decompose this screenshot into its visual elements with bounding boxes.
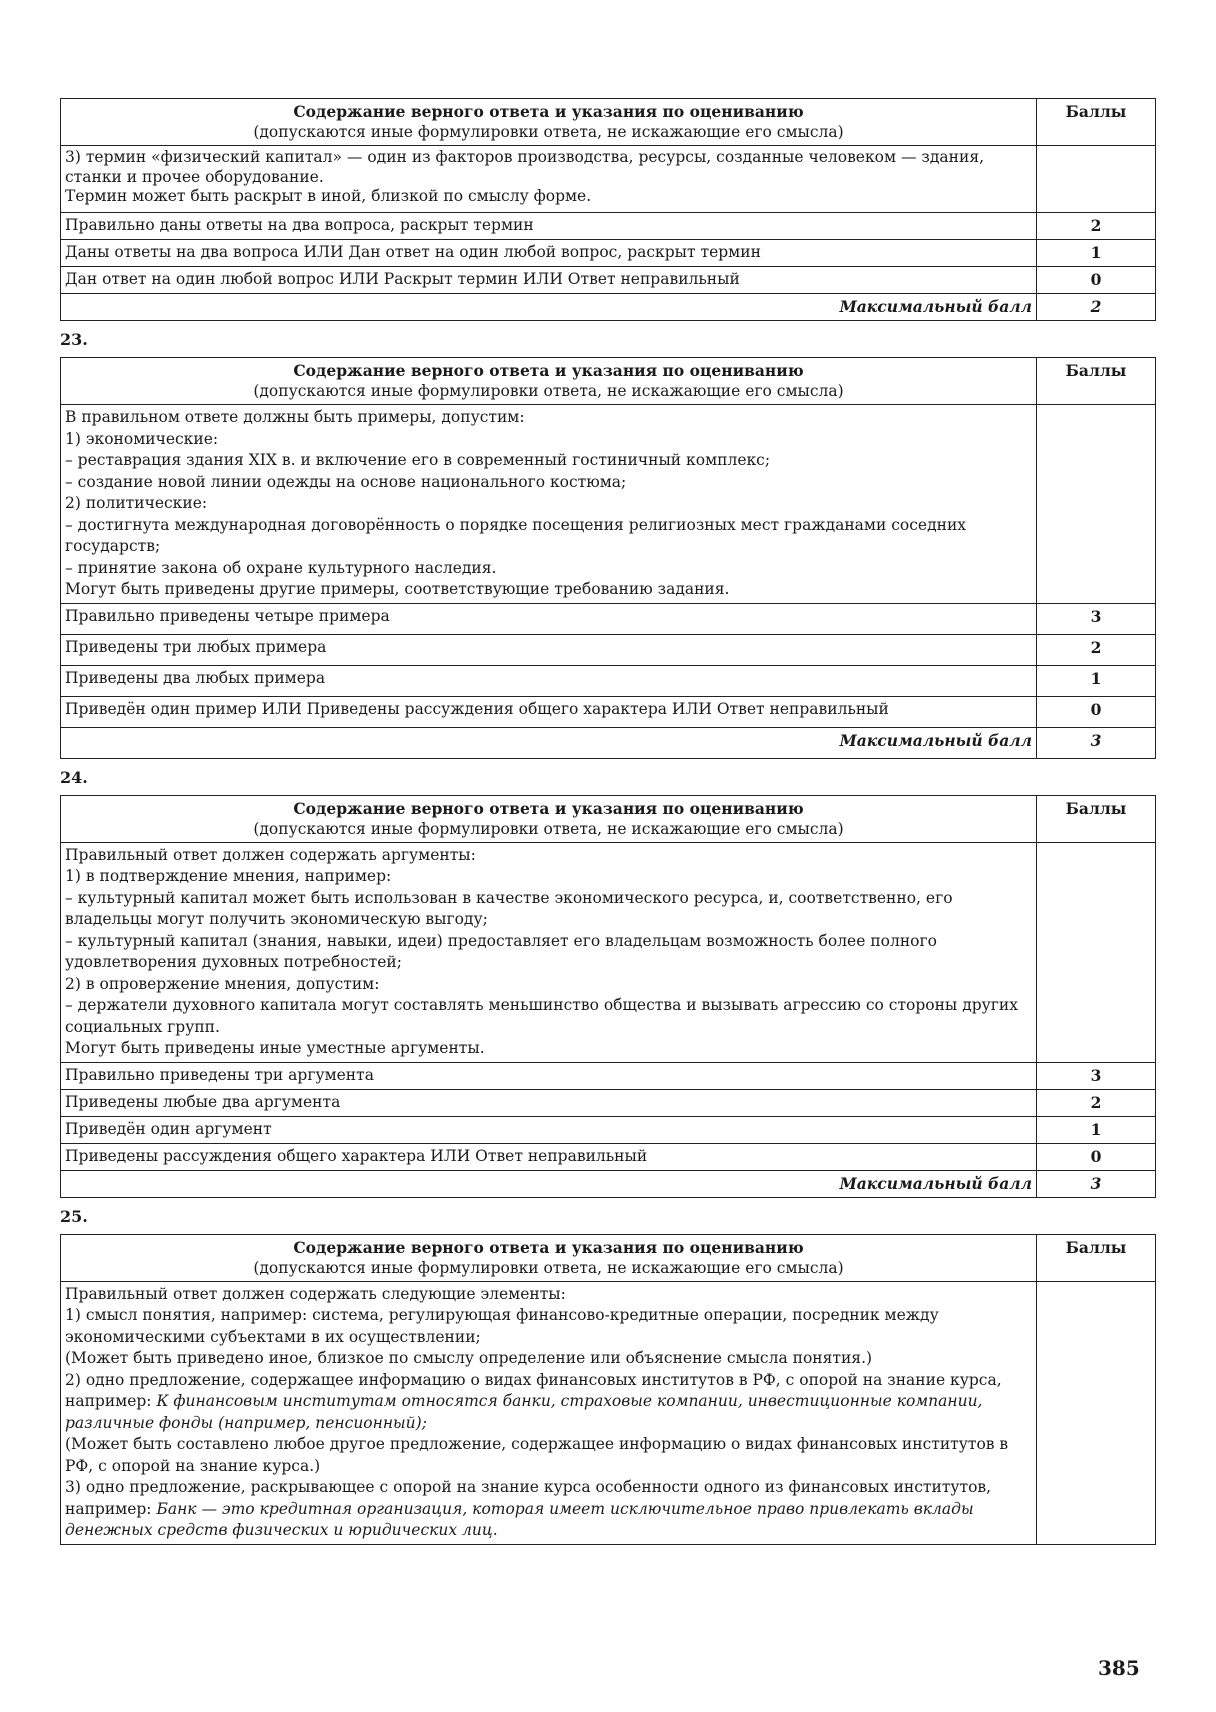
question-number: 24. — [60, 767, 88, 787]
criterion-text: Правильно приведены три аргумента — [61, 1062, 1037, 1089]
answer-line: Могут быть приведены другие примеры, соответствующие требованию задания. — [65, 580, 730, 598]
answer-line: – культурный капитал (знания, навыки, идеи) предоставляет его владельцам возможность более полного удовлетворения духовных потребностей; — [65, 931, 937, 971]
answer-line: – достигнута международная договорённость о порядке посещения религиозных мест гражданами соседних государств; — [65, 515, 967, 555]
answer-line: Термин может быть раскрыт в иной, близкой по смыслу форме. — [65, 187, 592, 205]
max-score-value: 2 — [1037, 294, 1156, 321]
q23-table — [60, 357, 1156, 759]
answer-line: – культурный капитал может быть использован в качестве экономического ресурса, и, соответственно, его владельцы могут получить экономическую выгоду; — [65, 888, 953, 928]
table-header — [61, 99, 1037, 146]
answer-line: 1) в подтверждение мнения, например: — [65, 867, 392, 885]
header-title: Содержание верного ответа и указания по оцениванию — [293, 798, 804, 818]
q24-table — [60, 795, 1156, 1198]
criterion-text: Приведён один пример ИЛИ Приведены рассуждения общего характера ИЛИ Ответ неправильный — [61, 696, 1037, 727]
criterion-score: 3 — [1037, 603, 1156, 634]
criterion-score: 2 — [1037, 213, 1156, 240]
header-subtitle: (допускаются иные формулировки ответа, не искажающие его смысла) — [253, 819, 844, 838]
criterion-text: Приведены три любых примера — [61, 634, 1037, 665]
criterion-score: 1 — [1037, 240, 1156, 267]
criterion-text: Правильно приведены четыре примера — [61, 603, 1037, 634]
question-number: 23. — [60, 330, 88, 349]
example-text: Банк — это кредитная организация, которая имеет исключительное право привлекать вклады денежных средств физических и юридических лиц. — [65, 1499, 974, 1539]
page-number: 385 — [1098, 1656, 1140, 1680]
criterion-score: 2 — [1037, 1089, 1156, 1116]
criterion-score: 1 — [1037, 665, 1156, 696]
criterion-text: Приведены рассуждения общего характера ИЛИ Ответ неправильный — [61, 1143, 1037, 1170]
q25-table — [60, 1234, 1156, 1545]
answer-line: (Может быть составлено любое другое предложение, содержащее информацию о видах финансовых институтов в РФ, с опорой на знание курса.) — [65, 1435, 1009, 1475]
max-score-label: Максимальный балл — [61, 727, 1037, 758]
answer-cell — [61, 146, 1037, 213]
answer-cell — [61, 842, 1037, 1062]
points-header: Баллы — [1037, 795, 1156, 842]
criterion-score: 0 — [1037, 696, 1156, 727]
answer-cell — [61, 1281, 1037, 1544]
criterion-text: Дан ответ на один любой вопрос ИЛИ Раскрыт термин ИЛИ Ответ неправильный — [61, 267, 1037, 294]
points-header: Баллы — [1037, 358, 1156, 405]
answer-line: 3) термин «физический капитал» — один из факторов производства, ресурсы, созданные человеком — здания, станки и прочее оборудование. — [65, 148, 985, 186]
answer-line: 3) одно предложение, раскрывающее с опорой на знание курса особенности одного из финансовых институтов, например: Банк — это кредитная организация, которая имеет исключительное право привлекать вклады денежных средств физических и юридических лиц. — [65, 1478, 992, 1539]
answer-cell — [61, 405, 1037, 604]
page-content — [60, 98, 1156, 1545]
answer-line: 1) смысл понятия, например: система, регулирующая финансово-кредитные операции, посредник между экономическими субъектами в их осуществлении; — [65, 1306, 939, 1346]
criterion-score: 0 — [1037, 1143, 1156, 1170]
answer-line: – создание новой линии одежды на основе национального костюма; — [65, 472, 627, 491]
answer-line: 1) экономические: — [65, 429, 219, 448]
points-header: Баллы — [1037, 99, 1156, 146]
criterion-text: Приведён один аргумент — [61, 1116, 1037, 1143]
criterion-score: 0 — [1037, 267, 1156, 294]
answer-line: В правильном ответе должны быть примеры, допустим: — [65, 408, 525, 426]
criterion-text: Правильно даны ответы на два вопроса, раскрыт термин — [61, 213, 1037, 240]
answer-line: – держатели духовного капитала могут составлять меньшинство общества и вызывать агрессию со стороны других социальных групп. — [65, 996, 1018, 1036]
criterion-score: 2 — [1037, 634, 1156, 665]
header-subtitle: (допускаются иные формулировки ответа, не искажающие его смысла) — [253, 123, 844, 141]
points-header: Баллы — [1037, 1234, 1156, 1281]
header-subtitle: (допускаются иные формулировки ответа, не искажающие его смысла) — [253, 1258, 844, 1277]
example-text: К финансовым институтам относятся банки, страховые компании, инвестиционные компании, различные фонды (например, пенсионный); — [65, 1392, 983, 1432]
header-title: Содержание верного ответа и указания по оцениванию — [293, 361, 804, 380]
answer-line: – принятие закона об охране культурного наследия. — [65, 558, 497, 577]
q22-table — [60, 98, 1156, 321]
criterion-text: Даны ответы на два вопроса ИЛИ Дан ответ на один любой вопрос, раскрыт термин — [61, 240, 1037, 267]
table-header — [61, 358, 1037, 405]
max-score-label: Максимальный балл — [61, 294, 1037, 321]
criterion-score: 3 — [1037, 1062, 1156, 1089]
criterion-score: 1 — [1037, 1116, 1156, 1143]
answer-line: 2) политические: — [65, 494, 208, 512]
header-title: Содержание верного ответа и указания по оцениванию — [293, 1237, 804, 1257]
answer-line: 2) одно предложение, содержащее информацию о видах финансовых институтов в РФ, с опорой на знание курса, например: К финансовым институтам относятся банки, страховые компании, инвестиционные компании, различные фонды (например, пенсионный); — [65, 1370, 1002, 1432]
criterion-text: Приведены два любых примера — [61, 665, 1037, 696]
table-header — [61, 795, 1037, 842]
answer-line: – реставрация здания XIX в. и включение его в современный гостиничный комплекс; — [65, 451, 771, 469]
question-number: 25. — [60, 1206, 88, 1226]
table-header — [61, 1234, 1037, 1281]
answer-line: Могут быть приведены иные уместные аргументы. — [65, 1039, 485, 1057]
header-subtitle: (допускаются иные формулировки ответа, не искажающие его смысла) — [253, 382, 844, 400]
answer-line: Правильный ответ должен содержать аргументы: — [65, 845, 476, 864]
max-score-label: Максимальный балл — [61, 1170, 1037, 1197]
max-score-value: 3 — [1037, 727, 1156, 758]
answer-line: (Может быть приведено иное, близкое по смыслу определение или объяснение смысла понятия.) — [65, 1349, 873, 1367]
answer-line: Правильный ответ должен содержать следующие элементы: — [65, 1284, 566, 1303]
criterion-text: Приведены любые два аргумента — [61, 1089, 1037, 1116]
answer-line: 2) в опровержение мнения, допустим: — [65, 974, 380, 993]
header-title: Содержание верного ответа и указания по оцениванию — [293, 102, 804, 121]
max-score-value: 3 — [1037, 1170, 1156, 1197]
